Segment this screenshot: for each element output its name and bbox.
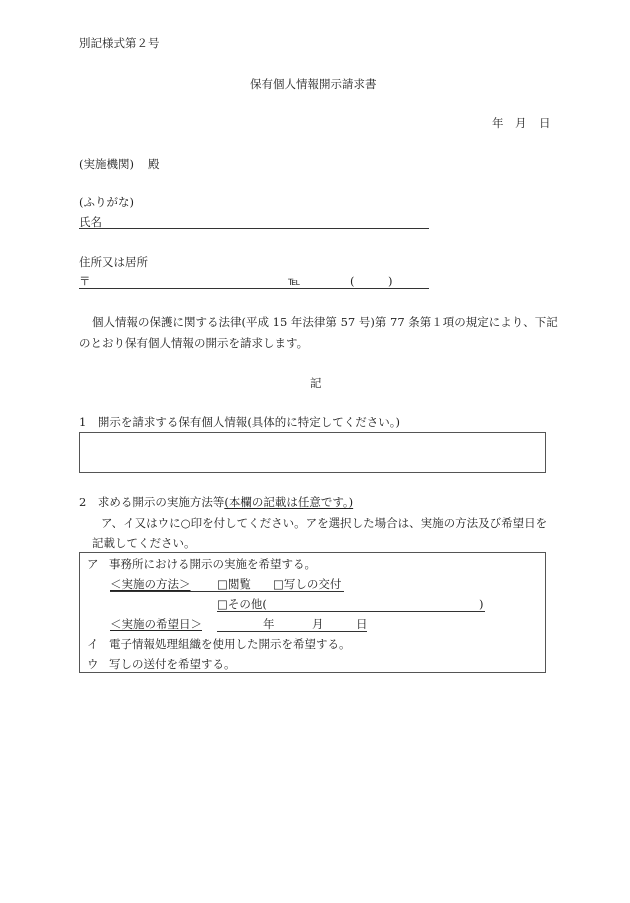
section2-heading-prefix: 2 求める開示の実施方法等 [79, 495, 225, 509]
desired-date-label: ＜実施の希望日＞ [110, 617, 202, 631]
body-text-line2: のとおり保有個人情報の開示を請求します。 [79, 336, 309, 350]
desired-date-field-line[interactable] [217, 631, 367, 632]
date-month-label: 月 [515, 116, 527, 130]
furigana-label: (ふりがな) [79, 195, 134, 209]
page-title: 保有個人情報開示請求書 [250, 77, 377, 91]
name-label: 氏名 [79, 215, 102, 229]
section2-heading [79, 495, 353, 509]
form-number: 別記様式第２号 [79, 36, 160, 50]
method-options-box [79, 552, 546, 673]
date-day-label: 日 [539, 116, 551, 130]
method-view-checkbox[interactable]: □閲覧 [217, 577, 251, 591]
method-other-field-line[interactable] [217, 611, 485, 612]
option-u-mark[interactable]: ウ [87, 657, 99, 671]
section2-instruction-line1: ア、イ又はウに○印を付してください。アを選択した場合は、実施の方法及び希望日を [101, 516, 548, 530]
option-u-text: 写しの送付を希望する。 [109, 657, 236, 671]
option-a-text: 事務所における開示の実施を希望する。 [109, 557, 316, 571]
addressee-honorific: 殿 [148, 157, 160, 171]
method-other-close: ) [479, 597, 484, 611]
addressee-org: (実施機関) [79, 157, 134, 171]
address-label: 住所又は居所 [79, 255, 148, 269]
tel-paren-close: ) [388, 274, 393, 288]
section2-instruction-line2: 記載してください。 [92, 536, 196, 550]
section2-heading-note: (本欄の記載は任意です。) [224, 495, 354, 509]
method-other-checkbox[interactable]: □その他( [217, 597, 267, 611]
tel-paren-open: ( [350, 274, 355, 288]
address-field-line[interactable] [79, 288, 429, 289]
option-a-mark[interactable]: ア [87, 557, 99, 571]
desired-date-year: 年 [263, 617, 275, 631]
name-field-line[interactable] [79, 228, 429, 229]
desired-date-month: 月 [312, 617, 324, 631]
date-year-label: 年 [492, 116, 504, 130]
body-text-line1: 個人情報の保護に関する法律(平成 15 年法律第 57 号)第 77 条第１項の規定により、下記 [92, 315, 558, 329]
method-copy-checkbox[interactable]: □写しの交付 [273, 577, 342, 591]
method-row-underline [110, 591, 344, 592]
option-i-text: 電子情報処理組織を使用した開示を希望する。 [109, 637, 351, 651]
option-i-mark[interactable]: イ [87, 637, 99, 651]
desired-date-day: 日 [356, 617, 368, 631]
ki-heading: 記 [310, 376, 322, 390]
requested-info-field[interactable] [79, 432, 546, 473]
method-label: ＜実施の方法＞ [110, 577, 191, 591]
section1-heading: 1 開示を請求する保有個人情報(具体的に特定してください。) [79, 415, 401, 429]
tel-icon: ℡ [288, 274, 301, 288]
postal-mark: 〒 [79, 274, 91, 288]
